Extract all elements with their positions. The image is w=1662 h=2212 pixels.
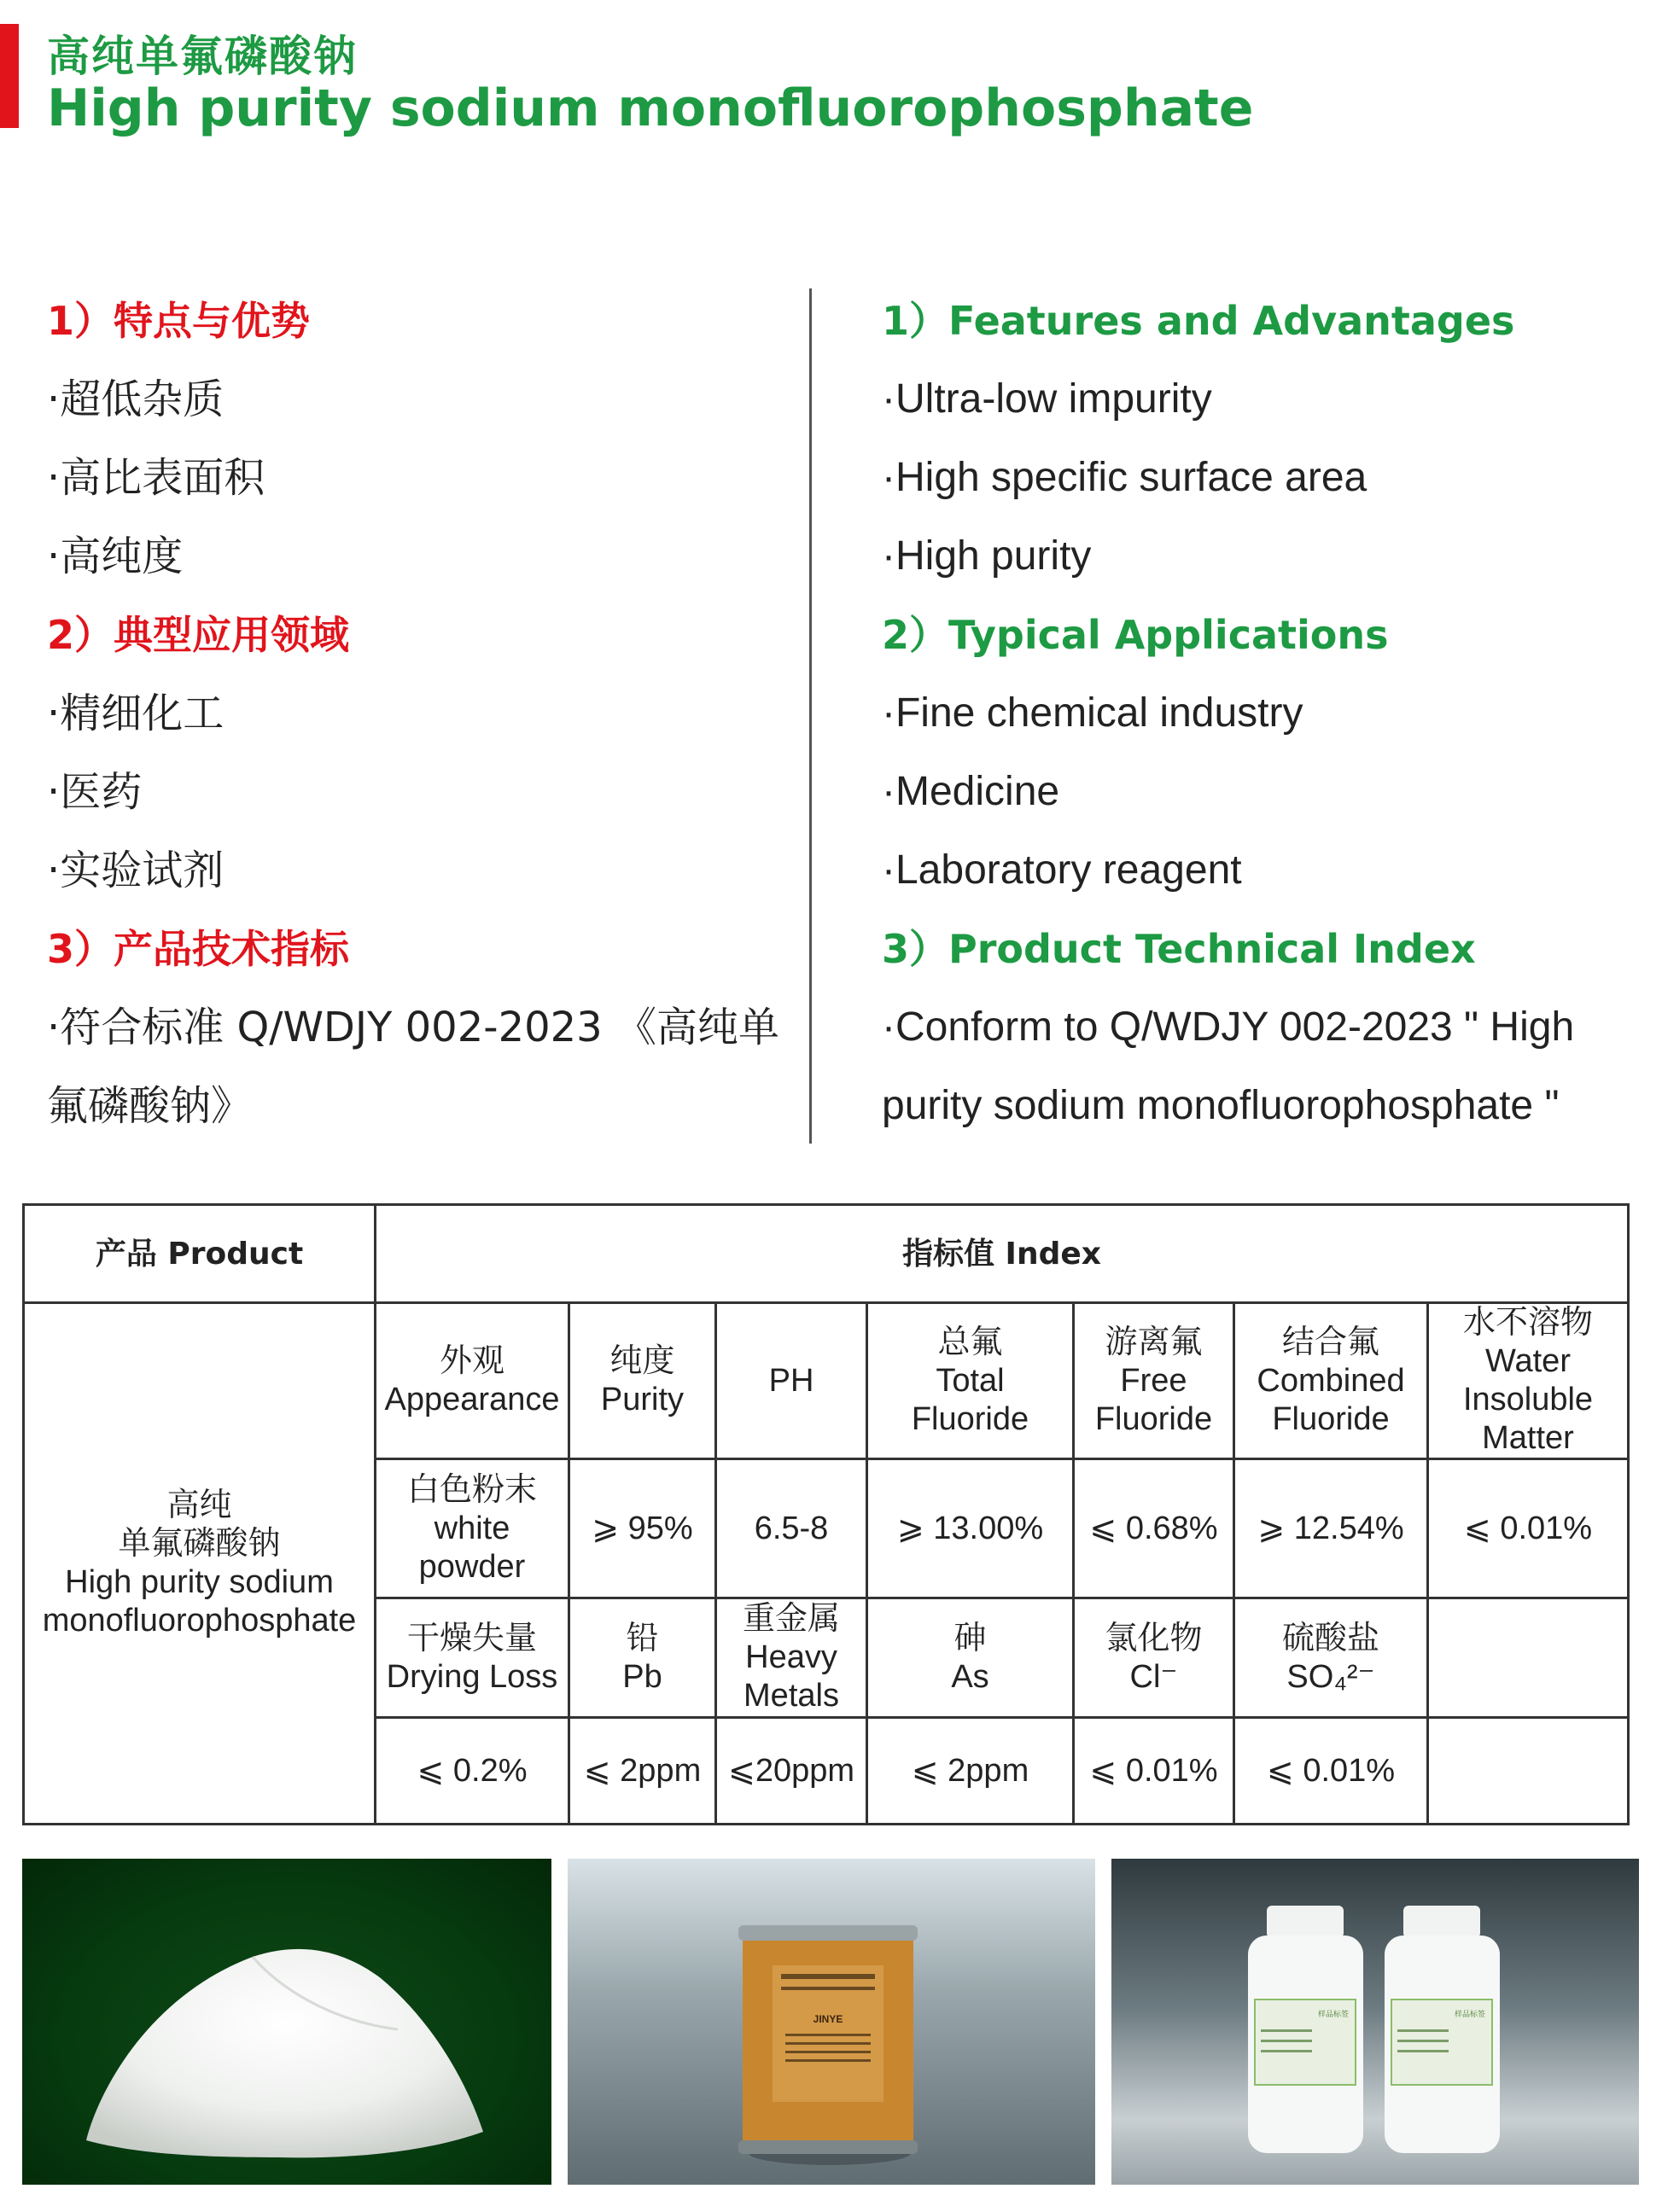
cell-line: Water (1485, 1343, 1571, 1379)
cell-line: Matter (1482, 1420, 1574, 1456)
table-cell (569, 1303, 716, 1459)
list-item: ·超低杂质 (47, 375, 225, 423)
cell-line: ⩽ 0.01% (1463, 1510, 1593, 1546)
cell-line: Drying Loss (386, 1658, 558, 1695)
table-cell (867, 1303, 1074, 1459)
title-english: High purity sodium monofluorophosphate (47, 79, 1254, 138)
cell-line: 重金属 (742, 1601, 840, 1637)
table-cell: ⩽20ppm (716, 1718, 867, 1825)
list-item: ·精细化工 (47, 690, 225, 737)
table-cell (1428, 1598, 1629, 1718)
product-name-cell (24, 1303, 376, 1825)
table-cell (716, 1459, 867, 1598)
cell-line: Appearance (384, 1382, 560, 1417)
cell-line: Fluoride (911, 1400, 1029, 1437)
table-cell (569, 1598, 716, 1718)
cell-line: 纯度 (609, 1343, 675, 1379)
cell-line: white (434, 1510, 510, 1546)
cell-line: ⩾ 13.00% (896, 1510, 1044, 1546)
drum-brand: JINYE (813, 2013, 843, 2025)
standard-text: ·符合标准 Q/WDJY 002-2023 《高纯单氟磷酸钠》 (47, 1004, 779, 1130)
table-cell: ⩽ 0.01% (1074, 1718, 1234, 1825)
title-chinese: 高纯单氟磷酸钠 (47, 32, 358, 81)
cell-line: monofluorophosphate (42, 1603, 357, 1639)
bottle-label: 样品标签 (1454, 2011, 1486, 2019)
powder-photo (22, 1859, 551, 2185)
table-cell (376, 1459, 569, 1598)
cell-line: Total (936, 1362, 1005, 1399)
table-cell (867, 1598, 1074, 1718)
list-item: ·实验试剂 (47, 847, 225, 894)
product-header: 产品 Product (24, 1205, 376, 1303)
cell-line: Insoluble (1462, 1382, 1594, 1417)
list-item: ·Laboratory reagent (882, 847, 1242, 893)
table-cell (1234, 1459, 1428, 1598)
table-cell: ⩽ 2ppm (867, 1718, 1074, 1825)
cell-line: 高纯 (166, 1487, 232, 1523)
table-cell: ⩽ 0.2% (376, 1718, 569, 1825)
list-item: ·Fine chemical industry (882, 690, 1303, 736)
table-cell: ⩽ 2ppm (569, 1718, 716, 1825)
cell-line: ⩽ 0.68% (1089, 1510, 1218, 1546)
cell-line: 6.5-8 (754, 1510, 829, 1546)
cell-line: 水不溶物 (1462, 1305, 1593, 1341)
table-cell (716, 1303, 867, 1459)
cell-line: 单氟磷酸钠 (118, 1526, 281, 1562)
cell-line: Pb (622, 1658, 662, 1695)
cell-line: 总氟 (937, 1324, 1003, 1360)
accent-bar (0, 24, 19, 128)
cell-line: Free (1120, 1362, 1187, 1399)
index-header: 指标值 Index (376, 1205, 1629, 1303)
list-item: ·High purity (882, 533, 1092, 579)
list-item: ·医药 (47, 768, 143, 816)
cell-line: 干燥失量 (406, 1620, 537, 1656)
cell-line: 硫酸盐 (1281, 1620, 1379, 1656)
cell-line: PH (768, 1362, 814, 1399)
cell-line: ⩾ 95% (592, 1510, 693, 1546)
cell-line: Fluoride (1094, 1400, 1213, 1437)
section-heading: 2）Typical Applications (882, 612, 1389, 658)
section-heading: 1）Features and Advantages (882, 298, 1515, 344)
table-cell: ⩽ 0.01% (1234, 1718, 1428, 1825)
list-item: ·Ultra-low impurity (882, 376, 1212, 422)
cell-line: SO₄²⁻ (1286, 1658, 1375, 1695)
table-cell (1428, 1718, 1629, 1825)
section-heading: 3）产品技术指标 (47, 926, 350, 972)
table-cell (569, 1459, 716, 1598)
fiber-drum-image (568, 1859, 1095, 2185)
cell-line: ⩾ 12.54% (1257, 1510, 1404, 1546)
table-header-row (24, 1205, 1629, 1303)
features-chinese (47, 282, 790, 1145)
features-english (882, 282, 1633, 1145)
list-item: ·高纯度 (47, 533, 184, 580)
table-cell (867, 1459, 1074, 1598)
cell-line: Combined (1257, 1362, 1405, 1399)
table-cell (376, 1598, 569, 1718)
table-cell (1074, 1598, 1234, 1718)
table-cell (716, 1598, 867, 1718)
table-cell (1428, 1459, 1629, 1598)
sample-bottles-image (1111, 1859, 1639, 2185)
bottle-label: 样品标签 (1317, 2011, 1350, 2019)
cell-line: Cl⁻ (1129, 1658, 1178, 1695)
cell-line: 氯化物 (1105, 1620, 1203, 1656)
cell-line: High purity sodium (65, 1564, 334, 1600)
table-cell (1234, 1303, 1428, 1459)
drum-photo (568, 1859, 1095, 2185)
cell-line: 砷 (953, 1620, 987, 1656)
column-divider (809, 288, 812, 1144)
standard-text: ·Conform to Q/WDJY 002-2023 " High purity sodium monofluorophosphate " (882, 1004, 1575, 1128)
table-cell (1074, 1303, 1234, 1459)
cell-line: Purity (600, 1382, 685, 1417)
cell-line: As (951, 1658, 989, 1695)
table-cell (1428, 1303, 1629, 1459)
cell-line: 结合氟 (1281, 1324, 1379, 1360)
section-heading: 3）Product Technical Index (882, 926, 1476, 972)
cell-line: Heavy (745, 1639, 837, 1675)
list-item: ·Medicine (882, 769, 1060, 814)
cell-line: 游离氟 (1105, 1324, 1203, 1360)
table-cell (1234, 1598, 1428, 1718)
section-heading: 1）特点与优势 (47, 298, 311, 344)
cell-line: 白色粉末 (406, 1471, 537, 1508)
section-heading: 2）典型应用领域 (47, 612, 350, 658)
cell-line: Metals (744, 1678, 839, 1714)
cell-line: Fluoride (1272, 1400, 1390, 1437)
list-item: ·高比表面积 (47, 454, 265, 502)
table-row (24, 1303, 1629, 1459)
bottles-photo (1111, 1859, 1639, 2185)
spec-table (22, 1203, 1630, 1825)
cell-line: powder (418, 1548, 526, 1585)
list-item: ·High specific surface area (882, 455, 1368, 500)
table-cell (1074, 1459, 1234, 1598)
table-cell (376, 1303, 569, 1459)
cell-line: 铅 (626, 1620, 659, 1656)
powder-pile-image (22, 1859, 551, 2185)
cell-line: 外观 (439, 1343, 504, 1379)
